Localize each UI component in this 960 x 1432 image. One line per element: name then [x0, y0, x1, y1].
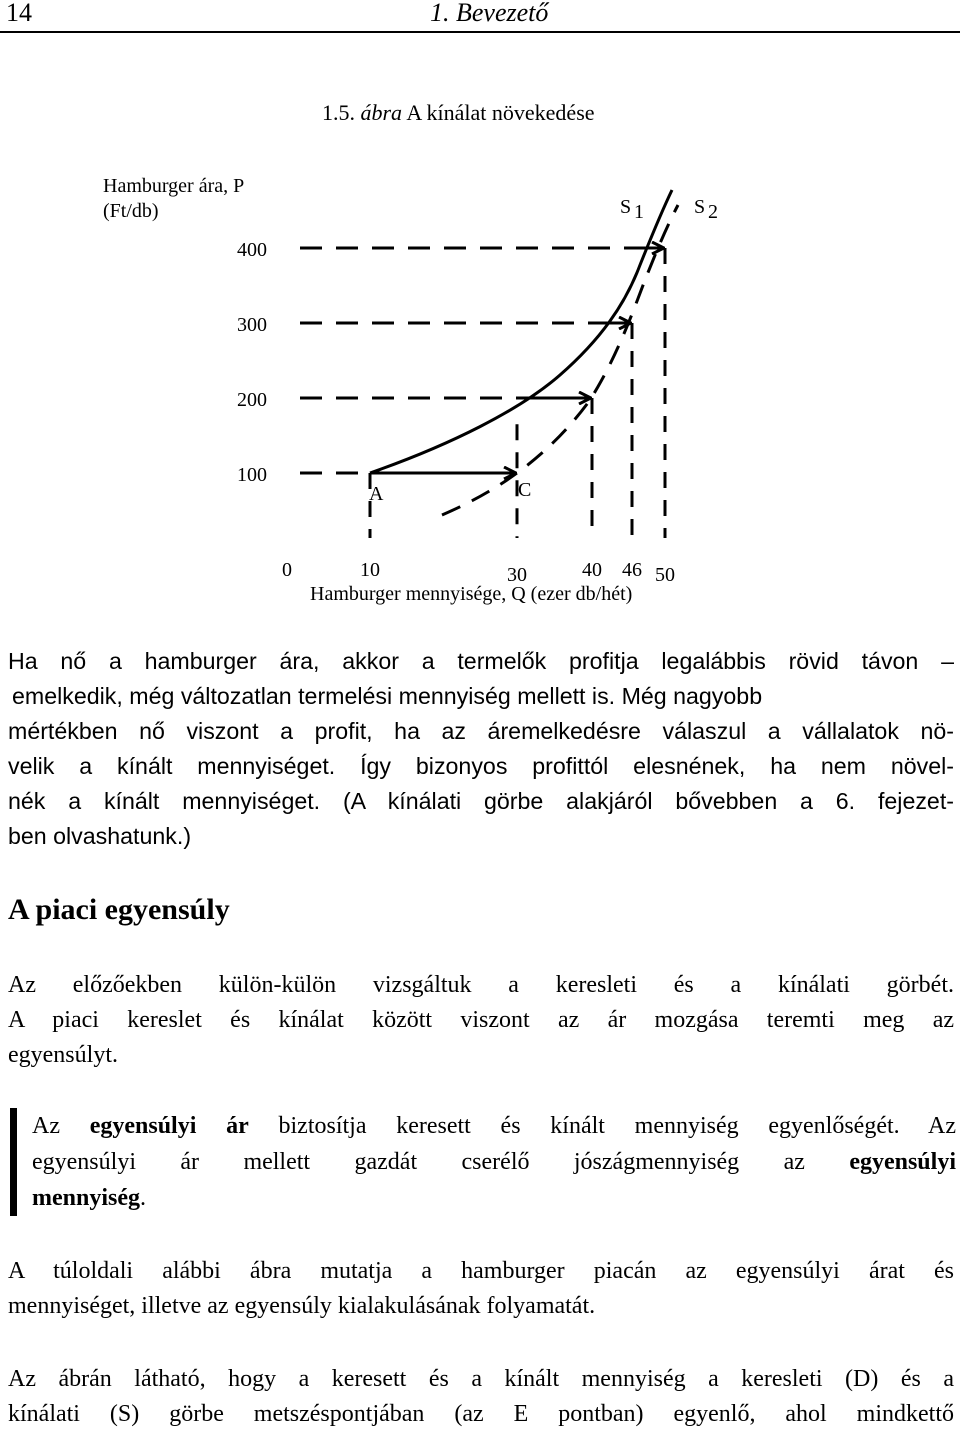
y-axis-label-line2: (Ft/db) [103, 200, 159, 222]
text-line: mennyiséget, illetve az egyensúly kialakulásának folyamatát. [8, 1293, 596, 1319]
header-rule [0, 31, 960, 33]
figure-label: ábra [360, 100, 403, 125]
text-line: kínálati (S) görbe metszéspontjában (az E pontban) egyenlő, ahol mindkettő [8, 1401, 954, 1427]
text-span: biztosítja keresett és kínált mennyiség egyenlőségét. Az [248, 1113, 957, 1139]
series-label-s1: S [620, 196, 632, 218]
x-tick-label: 46 [622, 559, 642, 581]
term-equilibrium: egyensúlyi [849, 1149, 956, 1175]
y-axis-label-line1: Hamburger ára, P [103, 175, 245, 197]
y-tick-label: 400 [237, 239, 267, 261]
point-label-a: A [369, 483, 384, 505]
definition-bar [10, 1108, 17, 1216]
x-axis-label: Hamburger mennyisége, Q (ezer db/hét) [310, 583, 633, 605]
x-tick-label: 30 [507, 564, 527, 586]
point-label-c: C [518, 479, 532, 501]
supply-curve-s1 [370, 190, 672, 473]
paragraph-next-figure [8, 1254, 954, 1324]
page-header [0, 0, 960, 36]
definition-line [32, 1108, 956, 1144]
series-label-sub-s2: 2 [708, 201, 718, 223]
x-tick-label: 40 [582, 559, 602, 581]
definition-line [32, 1180, 956, 1216]
text-span: Az [32, 1113, 90, 1139]
text-line: ben olvashatunk.) [8, 823, 192, 849]
text-line: velik a kínált mennyiséget. Így bizonyos profittól elesnének, ha nem növel- [8, 753, 954, 779]
paragraph-supply-profit [8, 644, 954, 854]
term-quantity: mennyiség [32, 1185, 140, 1211]
text-line: mértékben nő viszont a profit, ha az áremelkedésre válaszul a vállalatok nö- [8, 718, 954, 744]
y-tick-label: 200 [237, 389, 267, 411]
x-tick-label: 50 [655, 564, 675, 586]
x-tick-label: 10 [360, 559, 380, 581]
figure-caption [322, 100, 595, 126]
text-line: Ha nő a hamburger ára, akkor a termelők profitja legalábbis rövid távon – [8, 648, 954, 674]
series-label-s2: S [694, 196, 706, 218]
y-tick-label: 300 [237, 314, 267, 336]
figure-title: A kínálat növekedése [406, 100, 595, 125]
definition-text [32, 1108, 956, 1216]
text-span: . [140, 1185, 146, 1211]
text-line: Az előzőekben külön-külön vizsgáltuk a keresleti és a kínálati görbét. [8, 972, 954, 998]
paragraph-market-intro [8, 968, 954, 1073]
supply-shift-chart [0, 160, 960, 610]
text-line: egyensúlyt. [8, 1042, 118, 1068]
paragraph-equilibrium [8, 1362, 954, 1432]
text-line: A piaci kereslet és kínálat között viszont az ár mozgása teremti meg az [8, 1007, 954, 1033]
series-label-sub-s1: 1 [634, 201, 644, 223]
x-tick-label: 0 [282, 559, 292, 581]
text-line: Az ábrán látható, hogy a keresett és a kínált mennyiség a keresleti (D) és a [8, 1366, 954, 1392]
definition-box [10, 1108, 956, 1218]
text-span: egyensúlyi ár mellett gazdát cserélő jószágmennyiség az [32, 1149, 850, 1175]
text-line: nék a kínált mennyiséget. (A kínálati görbe alakjáról bővebben a 6. fejezet- [8, 788, 954, 814]
page-number: 14 [6, 0, 32, 27]
y-tick-label: 100 [237, 464, 267, 486]
running-title: 1. Bevezető [430, 0, 549, 27]
figure-number: 1.5. [322, 100, 355, 125]
definition-line [32, 1144, 956, 1180]
text-line: emelkedik, még változatlan termelési mennyiség mellett is. Még nagyobb [12, 683, 763, 709]
section-heading: A piaci egyensúly [8, 893, 230, 926]
supply-curve-s2 [442, 205, 678, 515]
term-equilibrium-price: egyensúlyi ár [89, 1113, 249, 1139]
text-line: A túloldali alábbi ábra mutatja a hamburger piacán az egyensúlyi árat és [8, 1258, 954, 1284]
